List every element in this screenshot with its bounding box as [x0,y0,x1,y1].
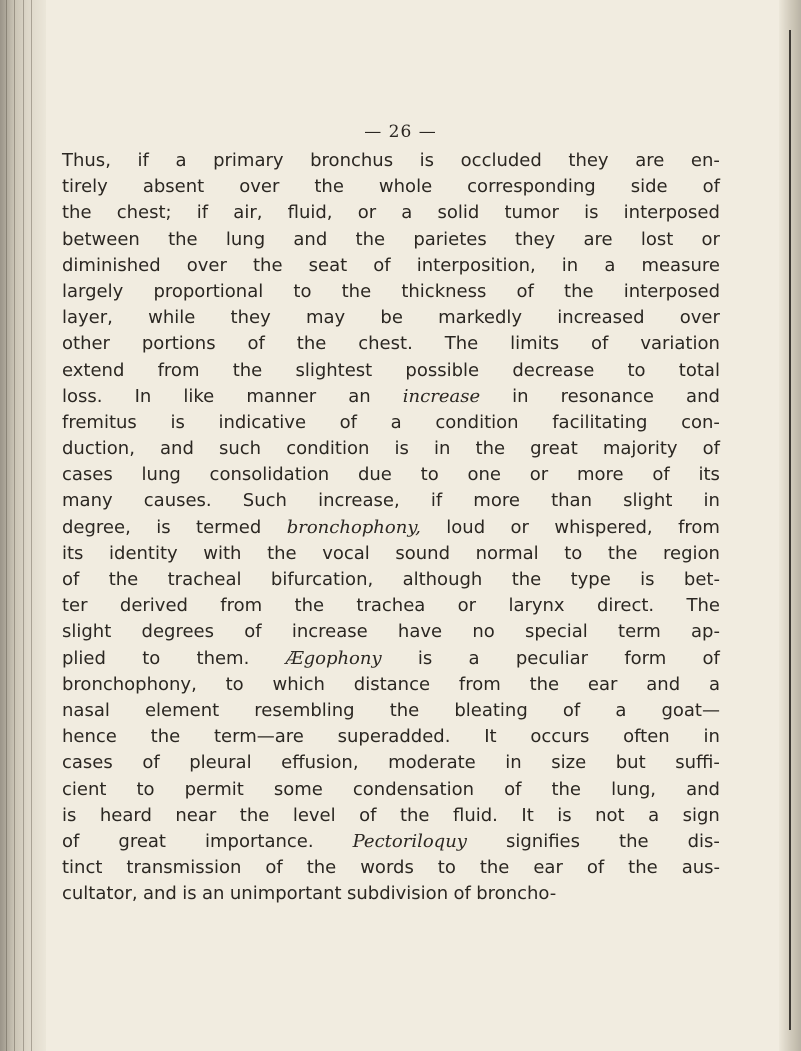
text-line: Thus, if a primary bronchus is occluded they are en- [62,150,720,171]
text-line: degree, is termed bronchophony, loud or whispered, from [62,516,720,538]
text-line: loss. In like manner an increase in resonance and [62,385,720,407]
text-line: of great importance. Pectoriloquy signifies the dis- [62,830,720,852]
page-text [62,148,720,907]
text-line: layer, while they may be markedly increased over [62,307,720,329]
page-number: — 26 — [364,122,437,142]
text-line: tinct transmission of the words to the ear of the aus- [62,857,720,879]
left-page-gutter [0,0,46,1051]
text-line: is heard near the level of the fluid. It is not a sign [62,804,720,826]
text-line: largely proportional to the thickness of the interposed [62,280,720,302]
text-line: cases lung consolidation due to one or more of its [62,464,720,486]
text-line: other portions of the chest. The limits of variation [62,333,720,355]
text-line: plied to them. Ægophony is a peculiar form of [62,647,720,669]
text-line: cient to permit some condensation of the lung, and [62,778,720,800]
text-line: cultator, and is an unimportant subdivision of broncho- [62,883,557,905]
text-line: nasal element resembling the bleating of a goat— [62,699,720,721]
text-line: hence the term—are superadded. It occurs often in [62,726,720,748]
text-line: of the tracheal bifurcation, although the type is bet- [62,569,720,590]
text-line: tirely absent over the whole corresponding side of [62,176,720,198]
text-line: many causes. Such increase, if more than slight in [62,490,720,512]
text-line: extend from the slightest possible decrease to total [62,359,720,381]
text-line: its identity with the vocal sound normal to the region [62,542,720,564]
text-line: fremitus is indicative of a condition facilitating con- [62,411,720,433]
text-line: cases of pleural effusion, moderate in size but suffi- [62,752,720,774]
right-page-edge [779,0,801,1051]
text-line: between the lung and the parietes they are lost or [62,228,720,250]
text-line: duction, and such condition is in the great majority of [62,438,720,460]
text-line: bronchophony, to which distance from the ear and a [62,673,720,695]
text-line: the chest; if air, fluid, or a solid tumor is interposed [62,202,720,224]
text-line: diminished over the seat of interposition, in a measure [62,254,720,276]
text-line: ter derived from the trachea or larynx direct. The [62,595,720,617]
text-line: slight degrees of increase have no special term ap- [62,621,720,643]
